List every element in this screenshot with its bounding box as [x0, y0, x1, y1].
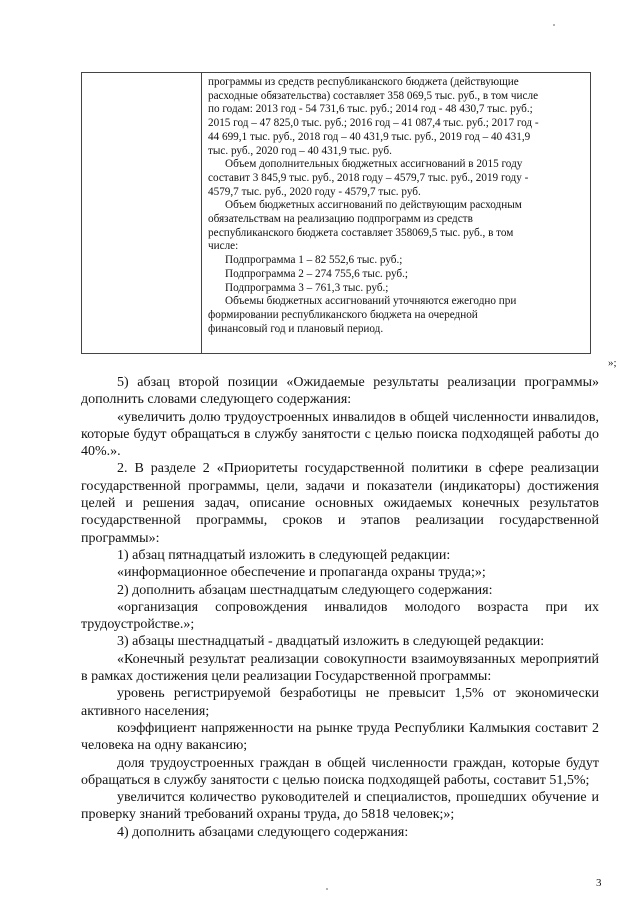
- budget-text-line: формировании республиканского бюджета на очередной: [208, 308, 478, 321]
- budget-table: [81, 72, 591, 354]
- paragraph-section-2: 2. В разделе 2 «Приоритеты государственной политики в сфере реализации государственной программы, цели, задачи и показатели (индикаторы) достижения целей и решения задач, описание основных ожидаемых конечных результатов государственной программы, сроков и этапов реализации государственной программы»:: [81, 461, 599, 546]
- budget-text-line: расходные обязательства) составляет 358 069,5 тыс. руб., в том числе: [208, 89, 539, 102]
- paragraph-quote: «увеличить долю трудоустроенных инвалидов в общей численности инвалидов, которые будут обращаться в службу занятости с целью поиска подходящей работы до 40%.».: [81, 409, 599, 460]
- paragraph-item-5: 5) абзац второй позиции «Ожидаемые результаты реализации программы» дополнить словами следующего содержания:: [81, 375, 599, 408]
- scan-speck: [326, 888, 328, 890]
- budget-text-line: Объемы бюджетных ассигнований уточняются ежегодно при: [225, 295, 517, 308]
- paragraph-item-1: 1) абзац пятнадцатый изложить в следующей редакции:: [117, 547, 451, 563]
- budget-text-line: Подпрограмма 2 – 274 755,6 тыс. руб.;: [225, 267, 408, 280]
- scan-speck: [553, 24, 555, 26]
- paragraph: доля трудоустроенных граждан в общей численности граждан, которые будут обращаться в службу занятости с целью поиска подходящей работы, составит 51,5%;: [81, 755, 599, 788]
- paragraph: уровень регистрируемой безработицы не превысит 1,5% от экономически активного населения;: [81, 686, 599, 719]
- budget-text-line: 4579,7 тыс. руб., 2020 году - 4579,7 тыс. руб.: [208, 185, 421, 198]
- budget-text-line: Подпрограмма 3 – 761,3 тыс. руб.;: [225, 281, 389, 294]
- budget-text-line: финансовый год и плановый период.: [208, 322, 384, 335]
- paragraph: коэффициент напряженности на рынке труда Республики Калмыкия составит 2 человека на одну вакансию;: [81, 720, 599, 754]
- budget-text-line: 44 699,1 тыс. руб., 2018 год – 40 431,9 тыс. руб., 2019 год – 40 431,9: [208, 130, 531, 143]
- paragraph-item-2: 2) дополнить абзацам шестнадцатым следующего содержания:: [117, 582, 493, 598]
- table-right-cell: [202, 73, 591, 354]
- budget-text-line: Объем бюджетных ассигнований по действующим расходным: [225, 199, 522, 212]
- budget-text-line: программы из средств республиканского бюджета (действующие: [208, 76, 519, 88]
- page-number: 3: [596, 877, 602, 889]
- budget-text-line: составит 3 845,9 тыс. руб., 2018 году – 4579,7 тыс. руб., 2019 году -: [208, 171, 529, 184]
- paragraph-item-3: 3) абзацы шестнадцатый - двадцатый изложить в следующей редакции:: [117, 634, 545, 650]
- document-body: [81, 374, 599, 841]
- budget-text-line: республиканского бюджета составляет 358069,5 тыс. руб., в том: [208, 226, 514, 239]
- budget-text-line: Объем дополнительных бюджетных ассигнований в 2015 году: [225, 158, 523, 171]
- budget-text-line: тыс. руб., 2020 год – 40 431,9 тыс. руб.: [208, 144, 392, 157]
- budget-text-line: числе:: [208, 240, 239, 253]
- paragraph-quote: «организация сопровождения инвалидов молодого возраста при их трудоустройстве.»;: [81, 599, 599, 633]
- budget-text-line: Подпрограмма 1 – 82 552,6 тыс. руб.;: [225, 254, 403, 267]
- budget-text-line: 2015 год – 47 825,0 тыс. руб.; 2016 год – 41 087,4 тыс. руб.; 2017 год -: [208, 117, 539, 130]
- paragraph-item-4: 4) дополнить абзацами следующего содержания:: [117, 824, 409, 840]
- budget-text-line: по годам: 2013 год - 54 731,6 тыс. руб.; 2014 год - 48 430,7 тыс. руб.;: [208, 103, 533, 116]
- paragraph-quote: «информационное обеспечение и пропаганда охраны труда;»;: [117, 565, 486, 581]
- table-closing-quote: »;: [608, 357, 617, 369]
- paragraph: увеличится количество руководителей и специалистов, прошедших обучение и проверку знаний требований охраны труда, до 5818 человек;»;: [81, 790, 599, 823]
- budget-text-line: обязательствам на реализацию подпрограмм из средств: [208, 213, 473, 226]
- budget-text: [202, 73, 590, 336]
- paragraph-quote: «Конечный результат реализации совокупности взаимоувязанных мероприятий в рамках достижения цели реализации Государственной программы:: [81, 651, 599, 685]
- table-left-cell: [82, 73, 202, 354]
